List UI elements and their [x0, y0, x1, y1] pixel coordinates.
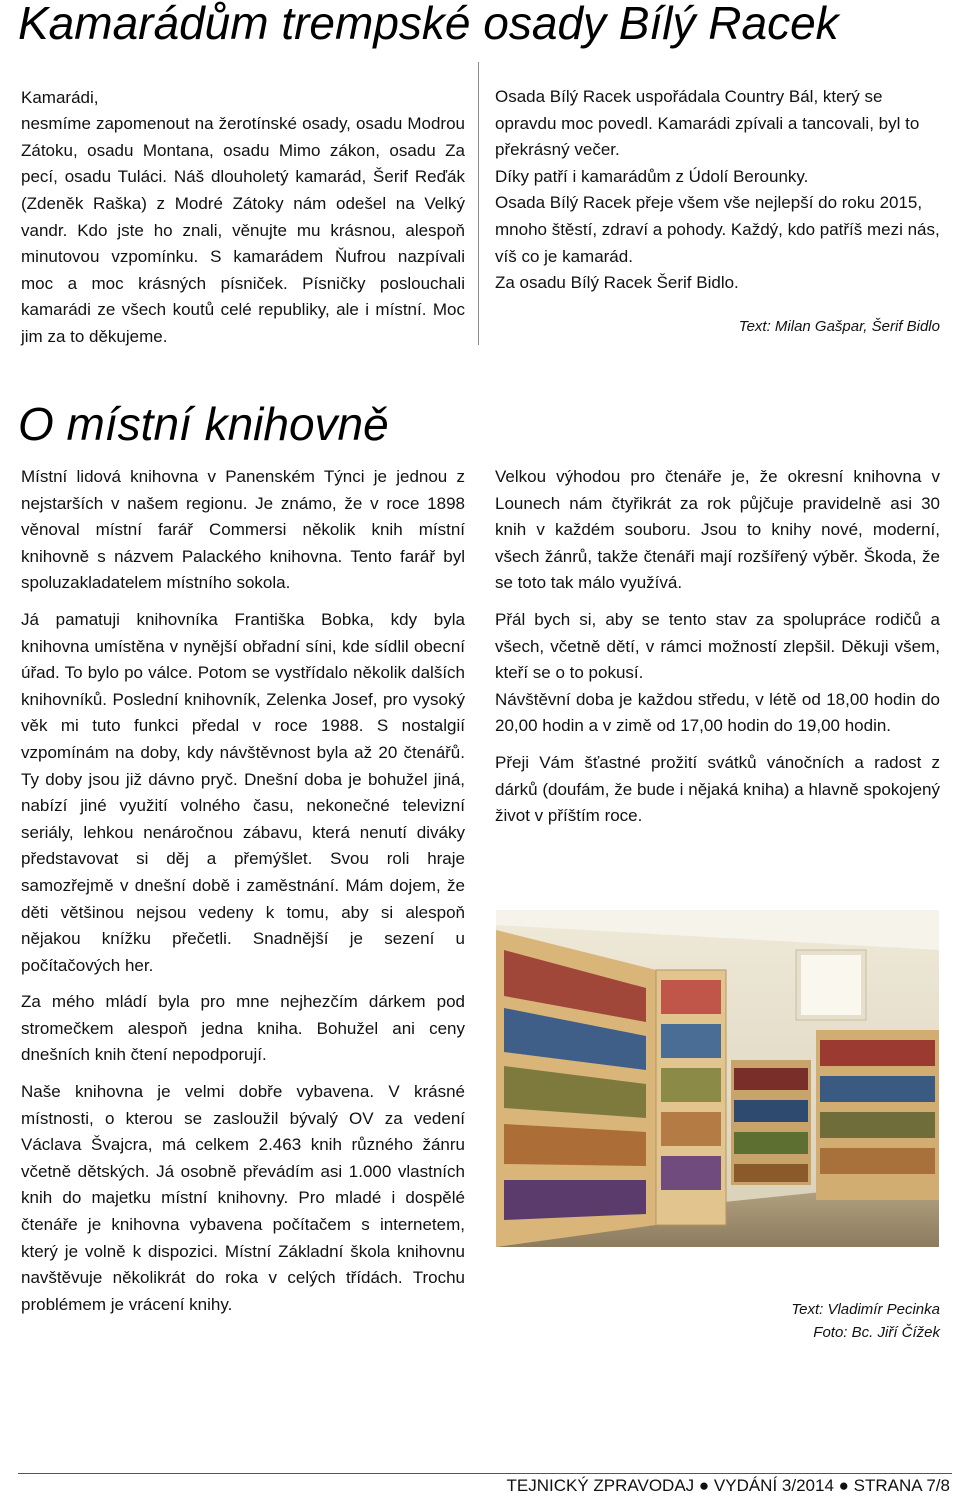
- article1-right-line-2: Díky patří i kamarádům z Údolí Berounky.: [495, 166, 809, 186]
- article1-right-line-3: Osada Bílý Racek přeje všem vše nejlepší do roku 2015, mnoho štěstí, zdraví a pohody. Každý, kdo patříš mezi nás, víš co je kamarád.: [495, 193, 940, 266]
- article2-right-paragraph-1: Velkou výhodou pro čtenáře je, že okresní knihovna v Lounech nám čtyřikrát za rok půjčuje pravidelně asi 30 knih v každém souboru. Jsou to knihy nové, moderní, všech žánrů, takže čtenáři mají rozšířený výběr. Škoda, že se toto tak málo využívá.: [495, 467, 940, 593]
- article2-credit-photo: Foto: Bc. Jiří Čížek: [813, 1324, 940, 1341]
- footer-rule: [18, 1473, 952, 1474]
- article2-left-paragraph-3: Za mého mládí byla pro mne nejhezčím dárkem pod stromečkem alespoň jedna kniha. Bohužel ani ceny dnešních knih čtení nepodporují.: [21, 992, 465, 1065]
- article2-left-paragraph-4: Naše knihovna je velmi dobře vybavena. V krásné místnosti, o kterou se zasloužil bývalý OV za vedení Václava Švajcra, má celkem 2.463 knih různého žánru včetně dětských. Já osobně převádím asi 1.000 vlastních knih do majetku místní knihovny. Pro mladé i dospělé čtenáře je knihovna vybavena počítačem s internetem, který je volně k dispozici. Místní Základní škola knihovnu navštěvuje několikrát do roka v celých třídách. Trochu problémem je vrácení knihy.: [21, 1082, 465, 1314]
- article1-right-column: [495, 84, 940, 297]
- page-footer: TEJNICKÝ ZPRAVODAJ ● VYDÁNÍ 3/2014 ● STRANA 7/8: [506, 1476, 950, 1495]
- article-title-trempske-osady: Kamarádům trempské osady Bílý Racek: [18, 0, 839, 49]
- article1-right-line-4: Za osadu Bílý Racek Šerif Bidlo.: [495, 273, 739, 293]
- column-divider: [478, 62, 479, 345]
- article-title-knihovna: O místní knihovně: [18, 398, 389, 450]
- article2-left-paragraph-2: Já pamatuji knihovníka Františka Bobka, kdy byla knihovna umístěna v nynější obřadní síni, kde sídlil obecní úřad. To bylo po válce. Potom se vystřídalo několik dalších knihovníků. Poslední knihovník, Zelenka Josef, pro vysoký věk mi tuto funkci předal v roce 1988. S nostalgií vzpomínám na doby, kdy návštěvnost byla až 20 čtenářů. Ty doby jsou již dávno pryč. Dnešní doba je bohužel jiná, nabízí jiné využití volného času, nekonečné televizní seriály, lehkou nenáročnou zábavu, která nenutí diváky představovat si děj a přemýšlet. Svou roli hraje samozřejmě v dnešní době i zaměstnání. Mám dojem, že děti většinou nejsou vedeny k tomu, aby si alespoň nějakou knížku přečetli. Snadnější je sezení u počítačových her.: [21, 609, 465, 975]
- article2-credit-text: Text: Vladimír Pecinka: [791, 1301, 940, 1318]
- article1-left-column: [21, 58, 465, 377]
- article1-right-line-1: Osada Bílý Racek uspořádala Country Bál, který se opravdu moc povedl. Kamarádi zpívali a tancovali, byl to překrásný večer.: [495, 87, 920, 160]
- article1-left-paragraph: Kamarádi, nesmíme zapomenout na žerotínské osady, osadu Modrou Zátoku, osadu Montana, osadu Mimo zákon, osadu Za pecí, osadu Tuláci. Náš dlouholetý kamarád, Šerif Reďák (Zdeněk Raška) z Modré Zátoky nám odešel na Velký vandr. Kdo jste ho znali, věnujte mu krásnou, alespoň minutovou vzpomínku. S kamarádem Ňufrou nazpívali moc a moc krásných písniček. Písničky poslouchali kamarádi ze všech koutů celé republiky, ale i místní. Moc jim za to děkujeme.: [21, 87, 465, 346]
- article1-credit: Text: Milan Gašpar, Šerif Bidlo: [738, 318, 940, 335]
- article2-right-paragraph-3: Návštěvní doba je každou středu, v létě od 18,00 hodin do 20,00 hodin a v zimě od 17,00 hodin do 19,00 hodin.: [495, 689, 940, 736]
- article2-right-paragraph-4: Přeji Vám šťastné prožití svátků vánočních a radost z dárků (doufám, že bude i nějaká kniha) a hlavně spokojený život v příštím roce.: [495, 752, 940, 826]
- library-photo: [496, 910, 939, 1247]
- article2-right-column: [495, 464, 940, 840]
- article2-left-column: [21, 464, 465, 1328]
- article2-left-paragraph-1: Místní lidová knihovna v Panenském Týnci je jednou z nejstarších v našem regionu. Je známo, že v roce 1898 věnoval místní farář Commersi několik knih místní knihovně s názvem Palackého knihovna. Tento farář byl spoluzakladatelem místního sokola.: [21, 467, 465, 593]
- article2-right-paragraph-2: Přál bych si, aby se tento stav za spolupráce rodičů a všech, včetně dětí, v rámci možností zlepšil. Děkuji všem, kteří se o to pokusí.: [495, 609, 940, 683]
